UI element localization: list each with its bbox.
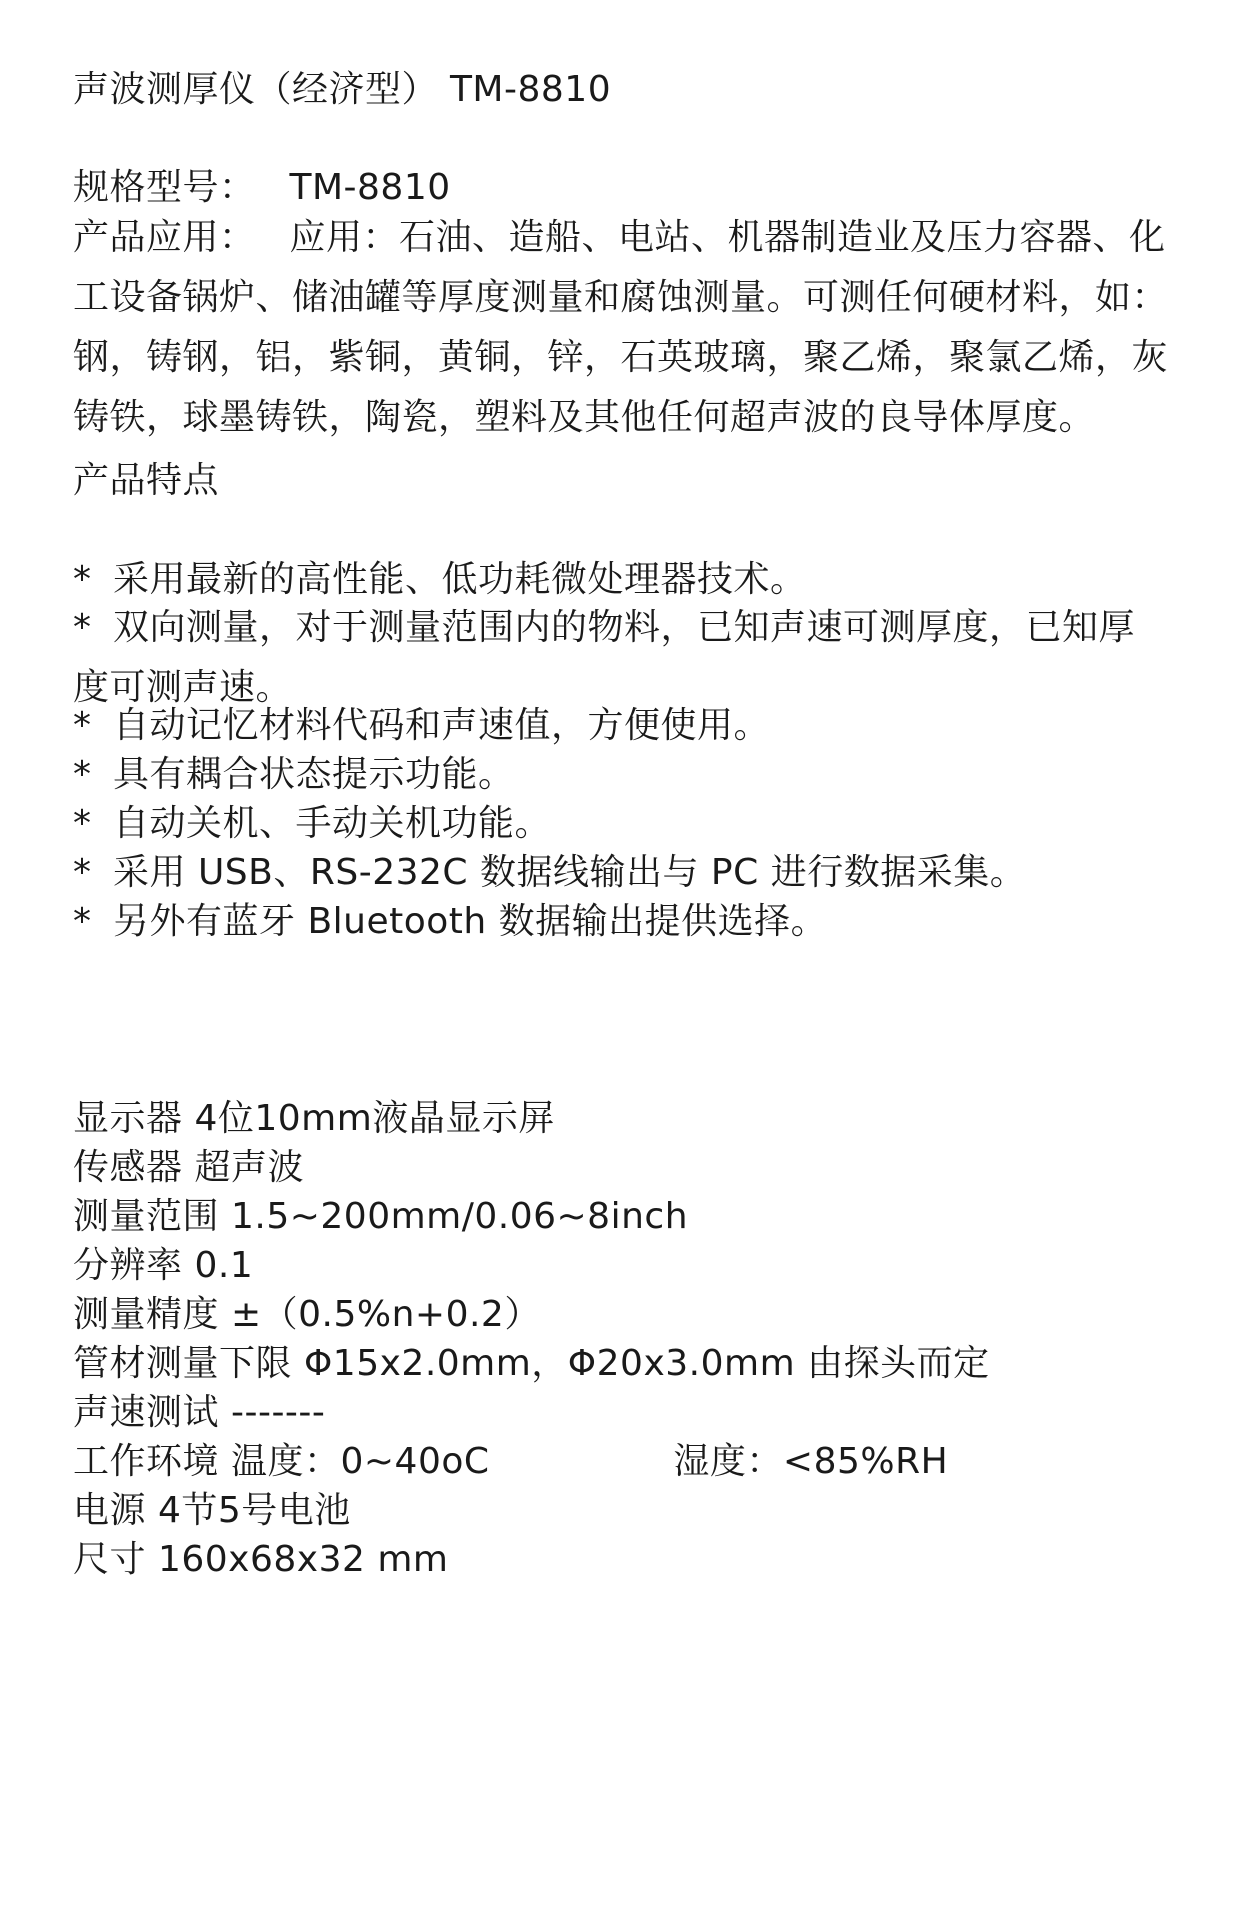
spec-model-row <box>73 167 451 208</box>
spec-row-size <box>73 1539 449 1580</box>
spec-value: ±（0.5%n+0.2） <box>230 1294 541 1335</box>
feature-item <box>73 803 552 844</box>
bullet-asterisk: * <box>73 754 92 795</box>
spec-value: 温度：0~40oC <box>230 1441 490 1482</box>
spec-value: ------- <box>230 1392 326 1433</box>
spec-value-humidity: 湿度：<85%RH <box>673 1441 949 1482</box>
feature-text: 具有耦合状态提示功能。 <box>113 754 515 795</box>
spec-model-label: 规格型号： <box>73 167 256 208</box>
bullet-asterisk: * <box>73 901 92 942</box>
bullet-asterisk: * <box>73 559 92 600</box>
spec-label: 测量范围 <box>73 1196 220 1237</box>
spec-label: 工作环境 <box>73 1441 220 1482</box>
spec-value: Φ15x2.0mm，Φ20x3.0mm 由探头而定 <box>303 1343 990 1384</box>
spec-row-sound-velocity <box>73 1392 326 1433</box>
spec-label: 尺寸 <box>73 1539 147 1580</box>
bullet-asterisk: * <box>73 607 92 648</box>
spec-label: 传感器 <box>73 1147 183 1188</box>
spec-row-accuracy <box>73 1294 541 1335</box>
spec-label: 电源 <box>73 1490 147 1531</box>
spec-row-pipe-limit <box>73 1343 990 1384</box>
spec-model-value: TM-8810 <box>289 167 451 208</box>
feature-text: 自动关机、手动关机功能。 <box>113 803 552 844</box>
bullet-asterisk: * <box>73 803 92 844</box>
spec-value: 0.1 <box>194 1245 254 1286</box>
spec-value: 超声波 <box>194 1147 304 1188</box>
features-heading: 产品特点 <box>73 460 220 501</box>
feature-item <box>73 598 1163 718</box>
feature-item <box>73 901 828 942</box>
spec-value: 4节5号电池 <box>157 1490 351 1531</box>
spec-row-environment <box>73 1441 949 1482</box>
spec-row-range <box>73 1196 689 1237</box>
spec-label: 管材测量下限 <box>73 1343 293 1384</box>
application-label: 产品应用： <box>73 217 256 258</box>
spec-label: 显示器 <box>73 1098 183 1139</box>
spec-label: 测量精度 <box>73 1294 220 1335</box>
feature-text: 自动记忆材料代码和声速值，方便使用。 <box>113 705 771 746</box>
feature-text: 采用最新的高性能、低功耗微处理器技术。 <box>113 559 807 600</box>
bullet-asterisk: * <box>73 852 92 893</box>
feature-text: 另外有蓝牙 Bluetooth 数据输出提供选择。 <box>113 901 828 942</box>
spec-row-sensor <box>73 1147 304 1188</box>
document-title: 声波测厚仪（经济型） TM-8810 <box>73 69 612 110</box>
feature-item <box>73 559 807 600</box>
feature-item <box>73 852 1027 893</box>
application-text: 应用：石油、造船、电站、机器制造业及压力容器、化工设备锅炉、储油罐等厚度测量和腐蚀测量。可测任何硬材料，如：钢，铸钢，铝，紫铜，黄铜，锌，石英玻璃，聚乙烯，聚氯乙烯，灰铸铁，球墨铸铁，陶瓷，塑料及其他任何超声波的良导体厚度。 <box>73 217 1169 438</box>
spec-value: 160x68x32 mm <box>157 1539 449 1580</box>
feature-item <box>73 754 515 795</box>
feature-text: 采用 USB、RS-232C 数据线输出与 PC 进行数据采集。 <box>113 852 1027 893</box>
spec-row-display <box>73 1098 555 1139</box>
spec-row-power <box>73 1490 351 1531</box>
spec-label: 声速测试 <box>73 1392 220 1433</box>
application-paragraph <box>73 208 1173 448</box>
spec-row-resolution <box>73 1245 254 1286</box>
bullet-asterisk: * <box>73 705 92 746</box>
spec-value: 1.5~200mm/0.06~8inch <box>230 1196 689 1237</box>
spec-label: 分辨率 <box>73 1245 183 1286</box>
spec-value: 4位10mm液晶显示屏 <box>194 1098 555 1139</box>
feature-item <box>73 705 771 746</box>
feature-text: 双向测量，对于测量范围内的物料，已知声速可测厚度，已知厚度可测声速。 <box>73 607 1136 708</box>
